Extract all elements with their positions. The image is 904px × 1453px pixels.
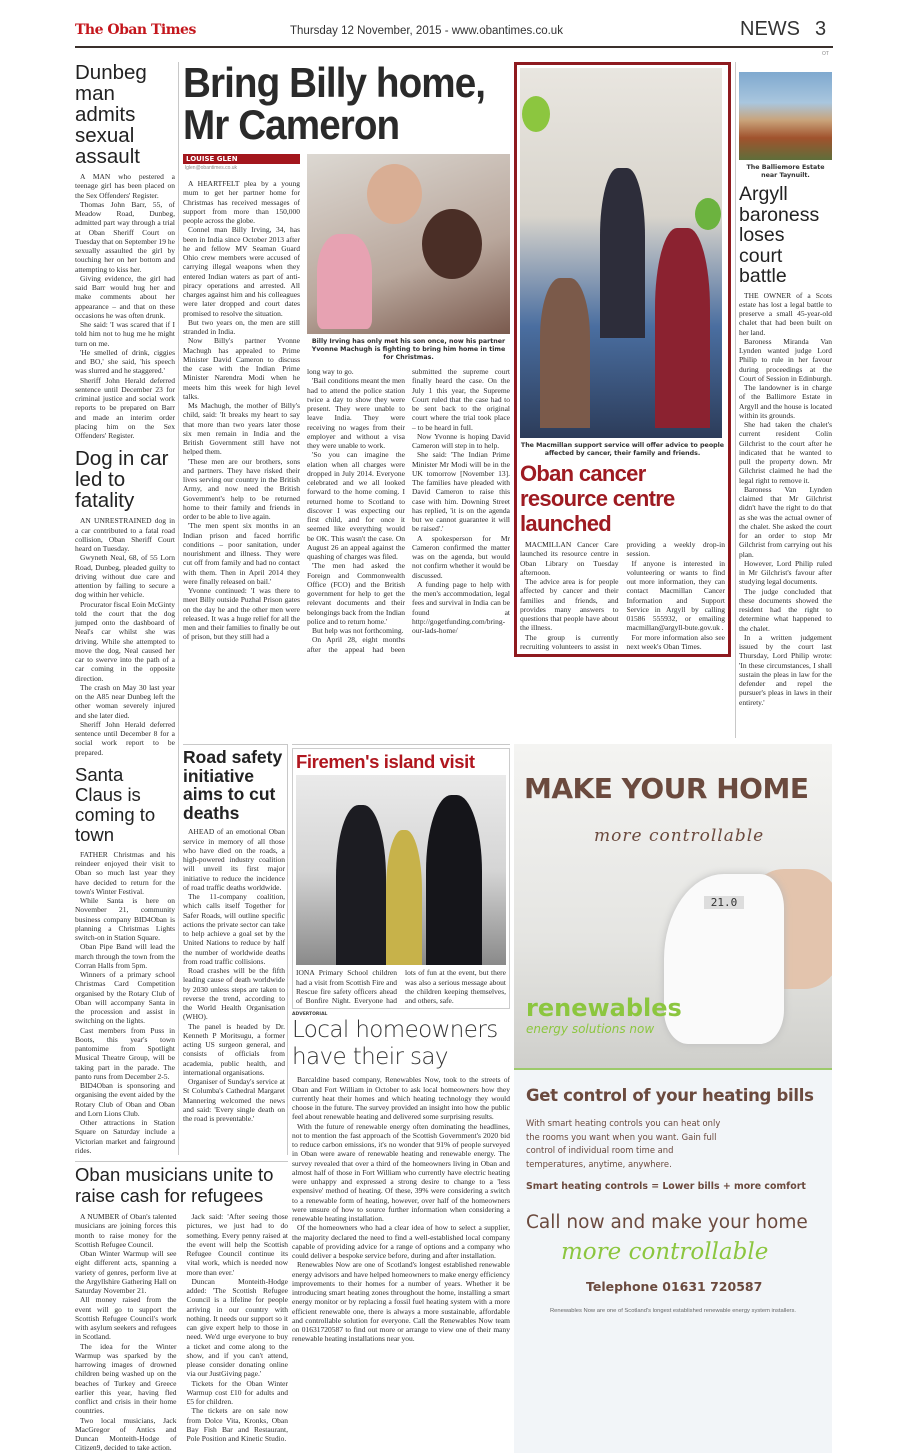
paragraph: On April 28, eight months after the appeal had been submitted the supreme court finally heard the case. On the July 1 this year, the Supreme Court ruled that the case had to be sent back to the original court where the trial took place – to be heard in full. [307,367,510,654]
paragraph: The landowner is in charge of the Ballimore Estate in Argyll and the house is located within its grounds. [739,383,832,420]
paragraph: BID4Oban is sponsoring and organising the event aided by the Rotary Club of Oban and Oban and Lorn Lions Club. [75,1081,175,1118]
article-argyll-body [739,291,832,707]
paragraph: The tickets are on sale now from Dolce Vita, Kronks, Oban Bay Fish Bar and Restaurant, Pole Position and Kinetic Studio. [186,1406,288,1443]
byline-email: lglen@obantimes.co.uk [185,165,238,171]
headline-firemen: Firemen's island visit [296,751,475,773]
dateline: Thursday 12 November, 2015 - www.obantimes.co.uk [290,25,563,37]
paragraph: Connel man Billy Irving, 34, has been in India since October 2013 after he and fellow MV Seaman Guard Ohio crew members were accused of carrying illegal weapons when they entered Indian waters as part of anti-piracy operations and arrested. All charges against him and his colleagues were later dropped and court dates promised to resolve the situation. [183,225,300,318]
paragraph: 'These men are our brothers, sons and partners. They have risked their lives serving our country in the British Army, and now need the British Government's help to be returned home to their family and friends in order to be able to live again. [183,456,300,521]
paragraph: 'The men had asked the Foreign and Commonwealth Office (FCO) and the British government for help to get the relevant documents and their belongings back from the Indian police and to return home.' [307,561,405,626]
paragraph: 'Bail conditions meant the men had to attend the police station twice a day to show they were present. They were unable to leave India. They were receiving no wages from their employer and without a visa they were unable to work. [307,376,405,450]
paragraph: Giving evidence, the girl had said Barr would hug her and make comments about her appearance – and that on these occasions he was often drunk. [75,273,175,320]
billy-story [183,59,510,654]
advert-title: MAKE YOUR HOME [524,772,809,806]
paragraph: Yvonne continued: 'I was there to meet Billy outside Puzhal Prison gates on the day he and the other men were released. It was a huge relief for all the men and their families to finally be out of prison, but they still had a [183,586,300,642]
byline: LOUISE GLEN [183,154,300,164]
article-cancer-body [520,540,725,651]
paragraph: The advice area is for people affected by cancer and their families and friends, and provides many answers to questions that people have about the illness. [520,577,619,633]
advert-footer: Renewables Now are one of Scotland's longest established renewable energy system installers. [550,1308,796,1315]
masthead-logo: The Oban Times [75,22,196,38]
person-figure [540,278,590,428]
paragraph: A NUMBER of Oban's talented musicians are joining forces this month to raise money for the Scottish Refugee Council. [75,1212,177,1249]
paragraph: AHEAD of an emotional Oban service in memory of all those who have died on the roads, a high-powered industry coalition will unveil its first major initiative to reduce the incidence of road traffic deaths worldwide. [183,827,285,892]
photo-macmillan-group [520,68,722,438]
paragraph: Barcaldine based company, Renewables Now, took to the streets of Oban and Fort William in October to ask local homeowners how they currently heat their homes and which heating technology they would choose in the future. The survey provided an insight into how the public feel about renewable heating and delivered some surprising results. [292,1075,510,1122]
advertorial-label: ADVERTORIAL [292,1012,328,1018]
paragraph: Sheriff John Herald deferred sentence until December 23 for criminal justice and social work reports to be prepared on Barr and made an interim order placing him on the Sex Offenders' Register. [75,375,175,440]
headline-road-safety: Road safety initiative aims to cut deaths [183,747,283,823]
advert-headline: Get control of your heating bills [526,1086,814,1106]
photo-firemen-visit [296,775,506,965]
paragraph: Baroness Miranda Van Lynden wanted judge Lord Philip to rule in her favour during proceedings at the Court of Session in Edinburgh. [739,336,832,383]
person-figure [600,168,645,338]
photo-balliemore-estate [739,72,832,160]
caption-firemen [296,968,506,1005]
headline-dog: Dog in car led to fatality [75,447,169,513]
paragraph: Jack said: 'After seeing those pictures, we just had to do something. Every penny raised at the event will help the Scottish Refugee Council continue its vital work, which is needed now more than ever.' [186,1212,288,1277]
paragraph: Cast members from Puss in Boots, this year's town pantomime from Spotlight Musical Theatre Group, will be taking part in the parade. The panto runs from December 2-5. [75,1025,175,1081]
renewables-logo [526,994,682,1036]
billy-columns [183,154,510,654]
article-musicians-body [75,1212,288,1453]
paragraph: Duncan Monteith-Hodge added: 'The Scottish Refugee Council is a lifeline for people arriving in our country with nothing. It needs our support so it can give expert help to those in need. We'd urge everyone to buy a ticket and come along to the show, and if you can't attend, please consider donating online via our JustGiving page.' [186,1276,288,1379]
balloon-green [695,198,721,230]
paragraph: She had taken the chalet's current resident Colin Gilchrist to the court after he indicated that he wanted to pull the property down. Mr Gilchrist claimed he had the legal right to remove it. [739,420,832,485]
billy-col23 [307,154,510,654]
paragraph: The crash on May 30 last year on the A85 near Dunbeg left the other woman severely injured and she later died. [75,682,175,720]
argyll-story [735,62,832,738]
paragraph: Winners of a primary school Christmas Card Competition organised by the Rotary Club of Oban will accompany Santa in the procession and assist in switching on the lights. [75,970,175,1026]
headline-musicians: Oban musicians unite to raise cash for refugees [75,1164,274,1206]
paragraph: Renewables Now are one of Scotland's longest established renewable energy advisors and have helped homeowners to make energy efficiency improvements to their homes for a number of years. Whether it be introducing smart heating zones throughout the home, installing a smart energy monitor or by replacing a fossil fuel heating system with a more efficient renewable one, there is always a more sustainable, affordable and controllable solution for everyone. Call the Renewables Now team on 01631720587 to find out more or arrange to view one of their many renewable heating installations near you. [292,1260,510,1344]
paragraph: AN UNRESTRAINED dog in a car contributed to a fatal road collision, Oban Sheriff Court heard on Tuesday. [75,516,175,553]
paragraph: 'So you can imagine the elation when all charges were dropped in July 2014. Everyone celebrated and we all looked forward to the home coming. I returned home to Scotland to discover I was expecting our first child, and for once it seemed like everything would be OK. This wasn't the case. On August 26 an appeal against the quashing of charges was filed. [307,450,405,561]
headline-santa: Santa Claus is coming to town [75,763,156,845]
paragraph: THE OWNER of a Scots estate has lost a legal battle to preserve a small 45-year-old chalet that had been built on her land. [739,290,832,337]
paragraph: The judge concluded that these documents showed the resident had the right to determine what happened to the chalet. [739,586,832,633]
woman-figure [422,209,482,279]
paragraph: Other attractions in Station Square on Saturday include a Victorian market and fairground rides. [75,1118,175,1155]
headline-argyll: Argyll baroness loses court battle [739,183,820,287]
paragraph: Two local musicians, Jack MacGregor of Antics and Duncan Monteith-Hodge of Citizen9, decided to take action. [75,1415,177,1453]
section-label: NEWS [740,18,800,40]
paragraph: Oban Pipe Band will lead the march through the town from the Corran Halls from 5pm. [75,942,175,970]
paragraph: Road crashes will be the fifth leading cause of death worldwide by 2030 unless steps are taken to reverse the trend, according to the World Health Organisation (WHO). [183,966,285,1022]
paragraph: Oban Winter Warmup will see eight different acts, spanning a variety of genres, perform live at the Argyllshire Gathering Hall on Saturday November 21. [75,1249,177,1295]
paragraph: With the future of renewable energy often dominating the headlines, not to mention the fast approach of the Scottish Government's 2020 bid to reduce carbon emissions, it's no wonder that 91% of people surveyed in Oban were aware of renewable heating and renewable energy. The survey revealed that over a third of the homeowners living in Oban and almost half of those in Fort William who currently have electric heating were unhappy and expressed a strong desire to change to a 'less expensive' method of heating. Of these, 39% were considering a switch to a renewable form of heating, however, over half of the homeowners were unsure of how to source further information when considering a renewable heating installation. [292,1121,510,1224]
paragraph: For more information also see next week's Oban Times. [626,632,725,651]
paragraph: MACMILLAN Cancer Care launched its resource centre in Oban Library on Tuesday afternoon. [520,540,619,577]
paragraph: A MAN who pestered a teenage girl has been placed on the Sex Offenders' Register. [75,172,175,200]
child-figure [386,830,422,965]
headline-homeowners: Local homeowners have their say [292,1017,498,1071]
headline-billy: Bring Billy home, Mr Cameron [183,59,486,148]
paragraph: Now Billy's partner Yvonne Machugh has appealed to Prime Minister David Cameron to discuss the case with the Indian Prime Minister Narendra Modi when he meets him this week for high level talks. [183,336,300,401]
thermostat-display: 21.0 [704,896,744,909]
paragraph: If anyone is interested in volunteering or wants to find out more information, they can contact Macmillan Cancer Information and Support Service in Argyll by calling 01586 555932, or emailing macmillan@argyll-bute.gov.uk . [626,558,725,633]
cancer-story-box [514,62,731,657]
paragraph: The 11-company coalition, which calls itself Together for Safer Roads, will outline specific actions the private sector can take to help achieve a goal set by the United Nations to reduce by half the number of worldwide deaths from road traffic collisions. [183,892,285,966]
balloon-green [522,96,550,132]
paragraph: 'He smelled of drink, ciggies and BO,' she said, 'his speech was slurred and he staggered.' [75,347,175,376]
article-homeowners-body [292,1075,510,1343]
article-billy-col23 [307,367,510,654]
paragraph: Gwyneth Neal, 68, of 55 Lorn Road, Dunbeg, pleaded guilty to driving without due care and attention by failing to secure a dog within her vehicle. [75,553,175,600]
paragraph: Ms Machugh, the mother of Billy's child, said: 'It breaks my heart to say that more than two years later those six men remain in India and the British Government still have not helped them. [183,401,300,457]
advert-tagline: more controllable [594,826,765,847]
logo-sub: energy solutions now [526,1022,655,1037]
paragraph: Thomas John Barr, 55, of Meadow Road, Dunbeg, admitted part way through a trial at Oban Sheriff Court on Tuesday that on September 19 he sexually assaulted the girl by touching her on her bottom and attempting to kiss her. [75,199,175,274]
fireman-figure [426,795,482,965]
headline-billy-wrap [183,59,510,148]
paragraph: Tickets for the Oban Winter Warmup cost £10 for adults and £5 for children. [186,1378,288,1406]
billy-col1 [183,154,300,642]
paragraph: Now Yvonne is hoping David Cameron will step in to help. [412,431,510,450]
paragraph: long way to go. [307,367,354,376]
paragraph: But two years on, the men are still stranded in India. [183,317,300,336]
paragraph: Of the homeowners who had a clear idea of how to select a supplier, the majority declared the need to find a well-established local company capable of providing advice for a range of options and a company who could deliver a bespoke service before, during and after installation. [292,1223,510,1261]
paragraph: Baroness Van Lynden claimed that Mr Gilchrist didn't have the right to do that as she was the actual owner of the chalet. She asked the court for an order to stop Mr Gilchrist from carrying out his plan. [739,484,832,559]
road-safety-story [183,744,288,1155]
paragraph: While Santa is here on November 21, community business company BID4Oban is planning a Christmas Lights switch-on in Station Square. [75,896,175,942]
paragraph: In a written judgement issued by the court last Thursday, Lord Philip wrote: 'In these circumstances, I shall sustain the pleas in law for the defender and repel the pursuer's pleas in laws in their entirety.' [739,632,832,707]
paragraph: She said: 'The Indian Prime Minister Mr Modi will be in the UK tomorrow [November 13]. The families have pleaded with David Cameron to raise this case with him. Downing Street has replied, 'it is on the agenda but we cannot guarantee it will be raised'.' [412,450,510,534]
page-grid [75,59,832,1453]
advert-text [514,1070,832,1324]
renewables-advert [514,744,832,1452]
man-figure [367,164,422,224]
logo-main: renewables [526,994,682,1023]
caption-billy: Billy Irving has only met his son once, now his partner Yvonne Machugh is fighting to bring him home in time for Christmas. [311,338,506,361]
musicians-story [75,1161,288,1453]
paragraph: She said: 'I was scared that if I told him not to hug me he might turn on me. [75,320,175,348]
paragraph: Sheriff John Herald deferred sentence until December 8 for a social work report to be prepared. [75,719,175,757]
paragraph: IONA Primary School children had a visit from Scottish Fire and Rescue fire safety officers ahead of Bonfire Night. Everyone had lots of fun at the event, but there was also a serious message about the children keeping themselves, and others, safe. [296,968,506,1006]
paragraph: Organiser of Sunday's service at St Columba's Cathedral Margaret Mannering welcomed the news and said: 'Every single death on the road is preventable.' [183,1077,285,1124]
left-column [75,62,179,1155]
page-code: OT [822,51,829,57]
person-figure [655,228,710,428]
firemen-box [292,748,510,1009]
fireman-figure [336,805,386,965]
advert-image [514,744,832,1070]
paragraph: A spokesperson for Mr Cameron confirmed the matter was on the agenda, but would not confirm whether it would be discussed. [412,533,510,580]
paragraph: FATHER Christmas and his reindeer enjoyed their visit to Oban so much last year they have decided to return for the town's Winter Festival. [75,849,175,896]
caption-cancer: The Macmillan support service will offer advice to people affected by cancer, their family and friends. [520,442,725,457]
advert-call: Call now and make your home [526,1212,808,1234]
headline-dunbeg: Dunbeg man admits sexual assault [75,61,147,168]
photo-billy-family [307,154,510,334]
paragraph: The group is currently recruiting volunteers to assist in providing a weekly drop-in session. [520,540,725,651]
baby-figure [317,234,372,329]
advert-phone[interactable]: Telephone 01631 720587 [586,1279,763,1295]
paragraph: The idea for the Winter Warmup was sparked by the harrowing images of drowned children being washed up on the beaches of Turkey and Greece earlier this year, having fled conflict and crisis in their home countries. [75,1341,177,1416]
advert-equation: Smart heating controls = Lower bills + more comfort [526,1181,806,1193]
article-dunbeg-body [75,172,175,440]
article-santa-body [75,850,175,1155]
paragraph: A HEARTFELT plea by a young mum to get her partner home for Christmas has received messages of support from more than 150,000 people across the globe. [183,179,300,225]
paragraph: However, Lord Philip ruled in Mr Gilchrist's favour after studying legal documents. [739,558,832,587]
paragraph: All money raised from the event will go to support the Scottish Refugee Council's work with asylum seekers and refugees in Scotland. [75,1295,177,1342]
article-billy-col1 [183,179,300,642]
paragraph: Procurator fiscal Eoin McGinty told the court that the dog jumped onto the dashboard of Neal's car whilst she was driving. While she attempted to move the dog, Neal caused her car to swerve into the path of a car coming in the opposite direction. [75,599,175,683]
header-rule [75,46,833,48]
article-dog-body [75,516,175,757]
advert-call-script: more controllable [561,1239,769,1266]
paragraph: 'The men spent six months in an Indian prison and faced horrific conditions – poor sanitation, under nourishment and illness. They were cut off from family and had no contact with them. Then in April 2014 they were finally released on bail.' [183,521,300,586]
caption-argyll: The Balliemore Estate near Taynuilt. [746,164,825,179]
paragraph: But help was not forthcoming. [312,626,404,635]
paragraph: The panel is headed by Dr. Kenneth P Moritsugu, a former acting US surgeon general, and consists of officials from academia, public health, and international organisations. [183,1021,285,1077]
paragraph: A funding page to help with the men's accommodation, legal fees and survival in India can be found at http://gogetfunding.com/bring-our-lads-home/ [412,579,510,635]
article-road-body [183,827,285,1123]
page-number: 3 [815,18,827,40]
thermostat-device [664,874,784,1044]
advert-blurb: With smart heating controls you can heat only the rooms you want when you want. Gain full control of individual room time and temperatures, anytime, anywhere. [526,1118,721,1169]
headline-cancer: Oban cancer resource centre launched [520,461,675,536]
firemen-and-advertorial [292,744,510,1343]
